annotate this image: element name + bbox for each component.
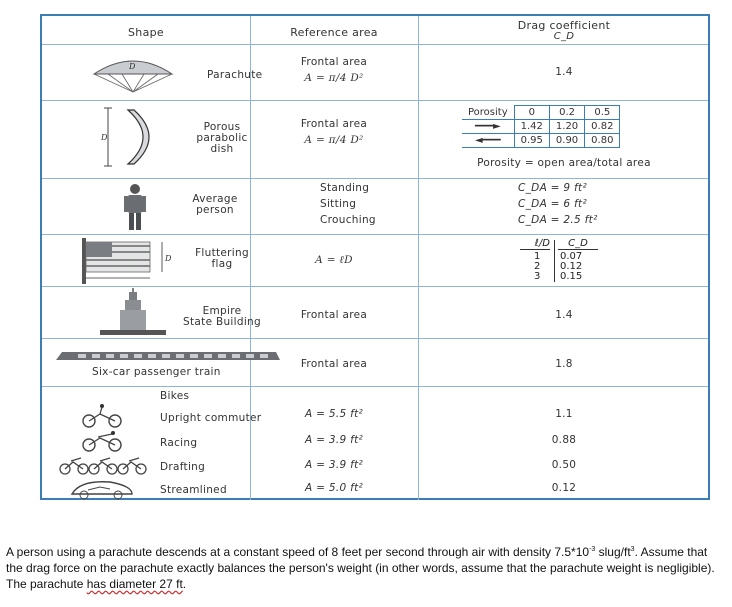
parachute-label: Parachute: [207, 69, 263, 81]
flag-dim-label: D: [165, 254, 172, 263]
problem-underlined-text: has diameter 27 ft: [86, 577, 183, 591]
position-standing: Standing: [320, 182, 370, 194]
dish-label-line: Porous: [203, 121, 241, 133]
drag-coefficient-table: [40, 14, 710, 500]
upright-commuter-bike-icon: [80, 404, 126, 428]
flag-label-line: flag: [211, 258, 233, 270]
row-divider: [42, 338, 708, 339]
header-cd-symbol: C_D: [553, 31, 575, 42]
problem-exponent: 3: [630, 546, 635, 553]
person-cda-crouching: C_DA = 2.5 ft²: [518, 214, 598, 226]
bike-area: A = 3.9 ft²: [304, 434, 363, 446]
dish-label-line: dish: [210, 143, 234, 155]
cd-value-right: 0.82: [585, 120, 620, 134]
header-drag-coefficient: Drag coefficient: [517, 19, 611, 32]
empire-ref-title: Frontal area: [300, 309, 368, 321]
bike-area: A = 3.9 ft²: [304, 459, 363, 471]
flag-cd: 0.07: [560, 251, 583, 262]
bike-cd: 1.1: [555, 408, 573, 420]
parachute-icon: [90, 54, 176, 94]
bike-area: A = 5.5 ft²: [304, 408, 363, 420]
train-ref-title: Frontal area: [300, 358, 368, 370]
problem-text: slug/ft: [598, 545, 631, 559]
arrow-right-icon: ━━━►: [462, 120, 514, 134]
dish-dim-label: D: [101, 133, 108, 142]
row-divider: [42, 178, 708, 179]
flag-icon: [82, 238, 186, 284]
racing-bike-icon: [80, 428, 126, 452]
cd-value-left: 0.80: [585, 134, 620, 148]
person-label: [180, 194, 250, 216]
flag-ratios: [534, 252, 540, 282]
flag-cd: 0.15: [560, 271, 583, 282]
row-divider: [42, 386, 708, 387]
row-divider: [42, 234, 708, 235]
porosity-table: [462, 105, 620, 148]
flag-ratio-table: [520, 238, 600, 282]
porosity-value: 0.2: [549, 106, 584, 120]
problem-exponent: -3: [589, 546, 596, 553]
person-cda-sitting: C_DA = 6 ft²: [518, 198, 587, 210]
streamlined-bike-icon: [70, 478, 134, 500]
parachute-dim-label: D: [129, 62, 136, 71]
empire-label-line: Empire: [202, 305, 242, 317]
bike-cd: 0.50: [551, 459, 577, 471]
dish-ref-title: Frontal area: [300, 118, 368, 130]
cd-value-left: 0.90: [549, 134, 584, 148]
bikes-title: Bikes: [160, 390, 190, 402]
bike-name: Drafting: [160, 461, 206, 473]
problem-text: A person using a parachute descends at a constant speed of 8 feet per second through air with density 7.5*10: [6, 545, 590, 559]
cd-value-left: 0.95: [514, 134, 549, 148]
flag-label-line: Fluttering: [195, 247, 249, 259]
bike-name: Streamlined: [160, 484, 227, 496]
bike-cd: 0.12: [551, 482, 577, 494]
empire-cd: 1.4: [555, 309, 573, 321]
passenger-train-icon: [56, 348, 280, 362]
cd-value-right: 1.42: [514, 120, 549, 134]
parachute-ref-formula: A = π/4 D²: [304, 72, 364, 84]
header-shape: Shape: [128, 26, 164, 39]
flag-ratio: 3: [534, 271, 541, 282]
problem-statement: [6, 542, 726, 592]
porous-dish-icon: [100, 104, 170, 172]
col-divider: [418, 16, 419, 500]
empire-label-line: State Building: [183, 316, 261, 328]
arrow-left-icon: ◄━━━: [462, 134, 514, 148]
row-divider: [42, 286, 708, 287]
train-cd: 1.8: [555, 358, 573, 370]
cd-value-right: 1.20: [549, 120, 584, 134]
person-cda-standing: C_DA = 9 ft²: [518, 182, 587, 194]
problem-text: .: [182, 577, 187, 591]
row-divider: [42, 100, 708, 101]
dish-label-line: parabolic: [196, 132, 248, 144]
flag-col-ld: ℓ/D: [520, 238, 550, 250]
header-divider: [42, 44, 708, 45]
bike-name: Racing: [160, 437, 198, 449]
dish-label: [192, 122, 252, 155]
parachute-ref-title: Frontal area: [300, 56, 368, 68]
problem-text: . Assume that the drag force on the parachute exactly balances the person's weight (in other words, assume that the parachute weight is negligible). The parachute: [6, 545, 715, 591]
porosity-value: 0: [514, 106, 549, 120]
flag-ref-formula: A = ℓD: [315, 254, 353, 266]
flag-ratio: 2: [534, 261, 541, 272]
porosity-value: 0.5: [585, 106, 620, 120]
bike-area: A = 5.0 ft²: [304, 482, 363, 494]
train-label: Six-car passenger train: [92, 366, 221, 378]
flag-ratio: 1: [534, 251, 541, 262]
person-label-line: person: [196, 204, 234, 216]
parachute-cd: 1.4: [555, 66, 573, 78]
person-icon: [120, 182, 150, 232]
empire-state-building-icon: [98, 288, 168, 336]
person-label-line: Average: [192, 193, 238, 205]
flag-col-cd: C_D: [558, 238, 598, 250]
flag-cd-values: [560, 252, 582, 282]
flag-cd: 0.12: [560, 261, 583, 272]
porosity-label: Porosity: [462, 106, 514, 120]
bike-cd: 0.88: [551, 434, 577, 446]
header-reference-area: Reference area: [290, 26, 378, 39]
position-sitting: Sitting: [320, 198, 357, 210]
flag-table-divider: [554, 240, 555, 282]
dish-ref-formula: A = π/4 D²: [304, 134, 364, 146]
bike-name: Upright commuter: [160, 412, 262, 424]
position-crouching: Crouching: [320, 214, 376, 226]
drafting-bikes-icon: [58, 452, 148, 476]
porosity-note: Porosity = open area/total area: [477, 157, 651, 169]
